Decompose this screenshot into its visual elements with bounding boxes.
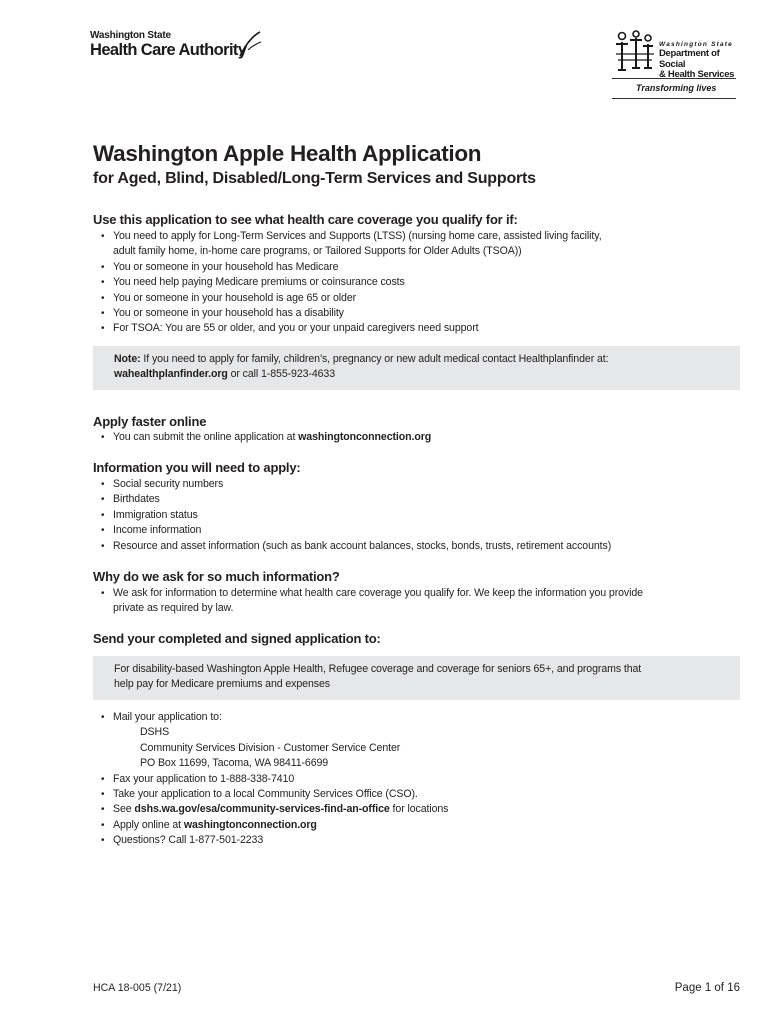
list-item: • Birthdates: [93, 492, 713, 507]
list-item: • You need help paying Medicare premiums or coinsurance costs: [93, 275, 713, 290]
send-heading: Send your completed and signed application to:: [93, 631, 381, 646]
list-item: • Take your application to a local Community Services Office (CSO).: [93, 787, 713, 802]
dshs-logo-line2: Department of Social: [659, 48, 720, 70]
see-suffix: for locations: [389, 803, 449, 816]
note-label: Note:: [114, 353, 141, 365]
see-prefix: See: [113, 803, 135, 816]
apply-prefix: Apply online at: [113, 818, 184, 831]
send-list: [93, 710, 713, 849]
dshs-logo: [612, 30, 738, 100]
list-item: • You need to apply for Long-Term Services and Supports (LTSS) (nursing home care, assisted living facility,: [93, 229, 713, 244]
hca-logo-line1: Washington State: [90, 30, 171, 41]
note-box: [93, 346, 740, 390]
dshs-people-icon: [612, 30, 658, 76]
healthplanfinder-link[interactable]: wahealthplanfinder.org: [114, 368, 228, 381]
washingtonconnection-link[interactable]: washingtonconnection.org: [298, 431, 432, 443]
list-item: [93, 818, 713, 833]
list-item: • You or someone in your household has a disability: [93, 306, 713, 321]
why-heading: Why do we ask for so much information?: [93, 569, 340, 584]
use-list: [93, 229, 713, 337]
send-box-line2: help pay for Medicare premiums and expenses: [114, 678, 330, 691]
send-box-line1: For disability-based Washington Apple Health, Refugee coverage and coverage for seniors 65+, and programs that: [114, 663, 642, 675]
mailing-address-line: DSHS: [140, 726, 170, 739]
list-item-continued: private as required by law.: [113, 602, 234, 615]
list-item: • You or someone in your household is age 65 or older: [93, 291, 713, 306]
list-item: • Immigration status: [93, 508, 713, 523]
list-item: • Resource and asset information (such as bank account balances, stocks, bonds, trusts, retirement accounts): [93, 539, 713, 554]
form-id: HCA 18-005 (7/21): [93, 982, 182, 994]
page-number: Page 1 of 16: [674, 982, 740, 994]
why-list: [93, 586, 713, 617]
washingtonconnection-link[interactable]: washingtonconnection.org: [183, 818, 317, 831]
online-list: [93, 430, 713, 445]
list-item: • Social security numbers: [93, 477, 713, 492]
list-item: • You or someone in your household has Medicare: [93, 260, 713, 275]
list-item: [93, 430, 713, 445]
online-text: You can submit the online application at: [113, 431, 299, 443]
dshs-divider: [612, 98, 736, 99]
list-item: • Mail your application to:: [93, 710, 713, 725]
note-phone: or call 1-855-923-4633: [227, 368, 336, 381]
note-text: [114, 352, 729, 383]
send-info-box: [93, 656, 740, 700]
info-heading: Information you will need to apply:: [93, 460, 301, 475]
list-item: [93, 802, 713, 817]
hca-logo: [90, 30, 260, 64]
page-title: Washington Apple Health Application: [93, 141, 482, 166]
info-list: [93, 477, 713, 554]
send-box-text: [114, 662, 729, 693]
list-item: • Fax your application to 1-888-338-7410: [93, 772, 713, 787]
mailing-address-line: PO Box 11699, Tacoma, WA 98411-6699: [140, 757, 329, 770]
mailing-address-line: Community Services Division - Customer Service Center: [140, 741, 401, 754]
hca-logo-line2: Health Care Authority: [90, 41, 247, 59]
dshs-logo-line3: & Health Services: [659, 69, 735, 80]
note-body: If you need to apply for family, children’s, pregnancy or new adult medical contact Healthplanfinder at:: [140, 353, 609, 365]
dshs-divider: [612, 78, 736, 79]
list-item: • Income information: [93, 523, 713, 538]
hca-swoosh-icon: [238, 30, 262, 58]
page-subtitle: for Aged, Blind, Disabled/Long-Term Services and Supports: [93, 170, 536, 187]
use-heading: Use this application to see what health care coverage you qualify for if:: [93, 212, 518, 227]
list-item: • For TSOA: You are 55 or older, and you or your unpaid caregivers need support: [93, 321, 713, 336]
list-item: • We ask for information to determine what health care coverage you qualify for. We keep the information you provide: [93, 586, 713, 601]
list-item: • Questions? Call 1-877-501-2233: [93, 833, 713, 848]
online-heading: Apply faster online: [93, 414, 207, 429]
find-office-link[interactable]: dshs.wa.gov/esa/community-services-find-an-office: [134, 803, 390, 816]
list-item-continued: adult family home, in-home care programs, or Tailored Supports for Older Adults (TSOA)): [113, 245, 522, 258]
dshs-tagline: Transforming lives: [636, 83, 717, 93]
dshs-logo-line1: Washington State: [659, 41, 733, 48]
dshs-logo-text: [659, 40, 738, 81]
